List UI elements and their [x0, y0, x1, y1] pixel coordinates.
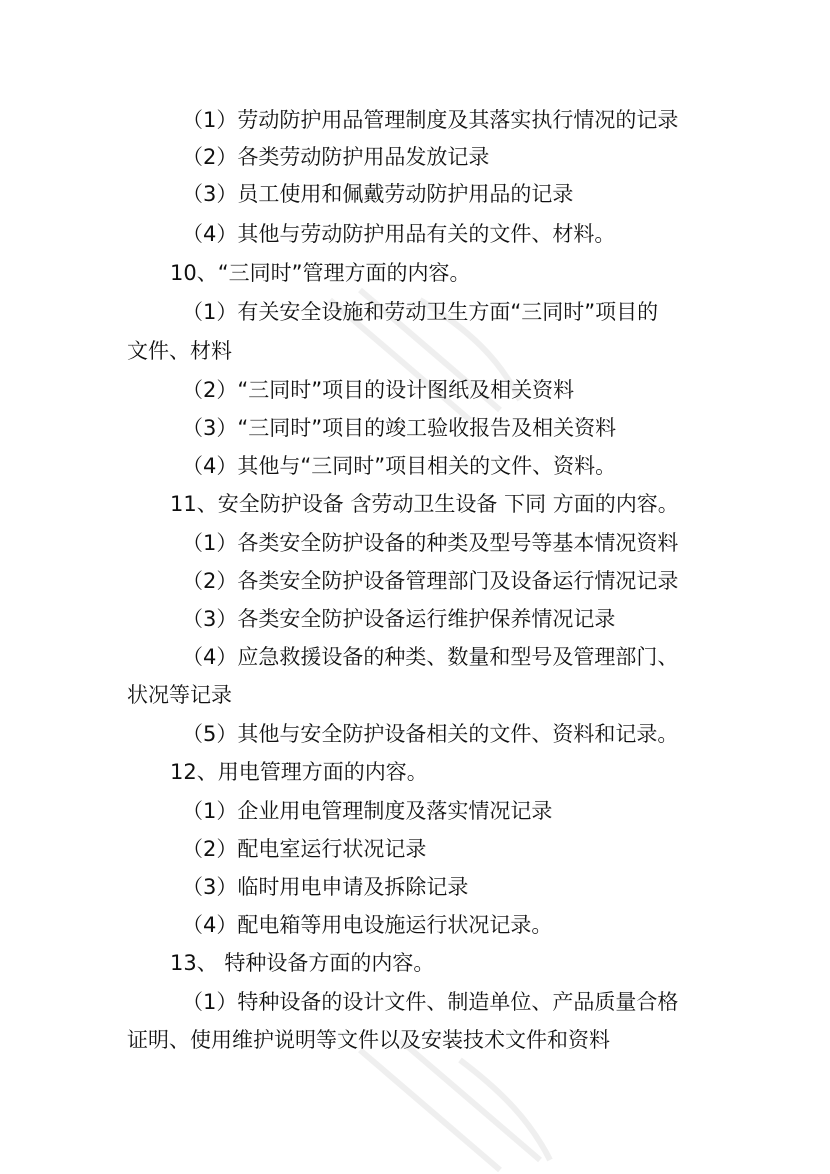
text-line: （2）各类劳动防护用品发放记录	[182, 145, 490, 169]
text-line-continuation: 文件、材料	[127, 339, 232, 363]
text-line: （2）各类安全防护设备管理部门及设备运行情况记录	[182, 569, 679, 593]
section-heading: 10、“三同时”管理方面的内容。	[170, 261, 471, 285]
text-line: （1）企业用电管理制度及落实情况记录	[182, 799, 553, 823]
text-line: （1）特种设备的设计文件、制造单位、产品质量合格	[182, 990, 679, 1014]
text-line: （3）员工使用和佩戴劳动防护用品的记录	[182, 182, 574, 206]
text-line: （4）其他与“三同时”项目相关的文件、资料。	[182, 454, 617, 478]
text-line: （4）应急救援设备的种类、数量和型号及管理部门、	[182, 645, 679, 669]
text-line: （5）其他与安全防护设备相关的文件、资料和记录。	[182, 722, 679, 746]
text-line: （3）“三同时”项目的竣工验收报告及相关资料	[182, 416, 617, 440]
section-heading: 11、安全防护设备 含劳动卫生设备 下同 方面的内容。	[170, 492, 679, 516]
section-heading: 12、用电管理方面的内容。	[170, 760, 428, 784]
text-line: （1）有关安全设施和劳动卫生方面“三同时”项目的	[182, 300, 659, 324]
text-line: （3）各类安全防护设备运行维护保养情况记录	[182, 607, 616, 631]
text-line: （1）各类安全防护设备的种类及型号等基本情况资料	[182, 531, 679, 555]
text-line: （4）其他与劳动防护用品有关的文件、材料。	[182, 222, 616, 246]
text-line: （2）“三同时”项目的设计图纸及相关资料	[182, 378, 575, 402]
text-line: （3）临时用电申请及拆除记录	[182, 875, 469, 899]
text-line: （2）配电室运行状况记录	[182, 837, 427, 861]
text-line-continuation: 状况等记录	[127, 683, 232, 707]
text-line: （1）劳动防护用品管理制度及其落实执行情况的记录	[182, 108, 679, 132]
section-heading: 13、 特种设备方面的内容。	[170, 951, 435, 975]
text-line: （4）配电箱等用电设施运行状况记录。	[182, 913, 553, 937]
text-line-continuation: 证明、使用维护说明等文件以及安装技术文件和资料	[127, 1028, 610, 1052]
